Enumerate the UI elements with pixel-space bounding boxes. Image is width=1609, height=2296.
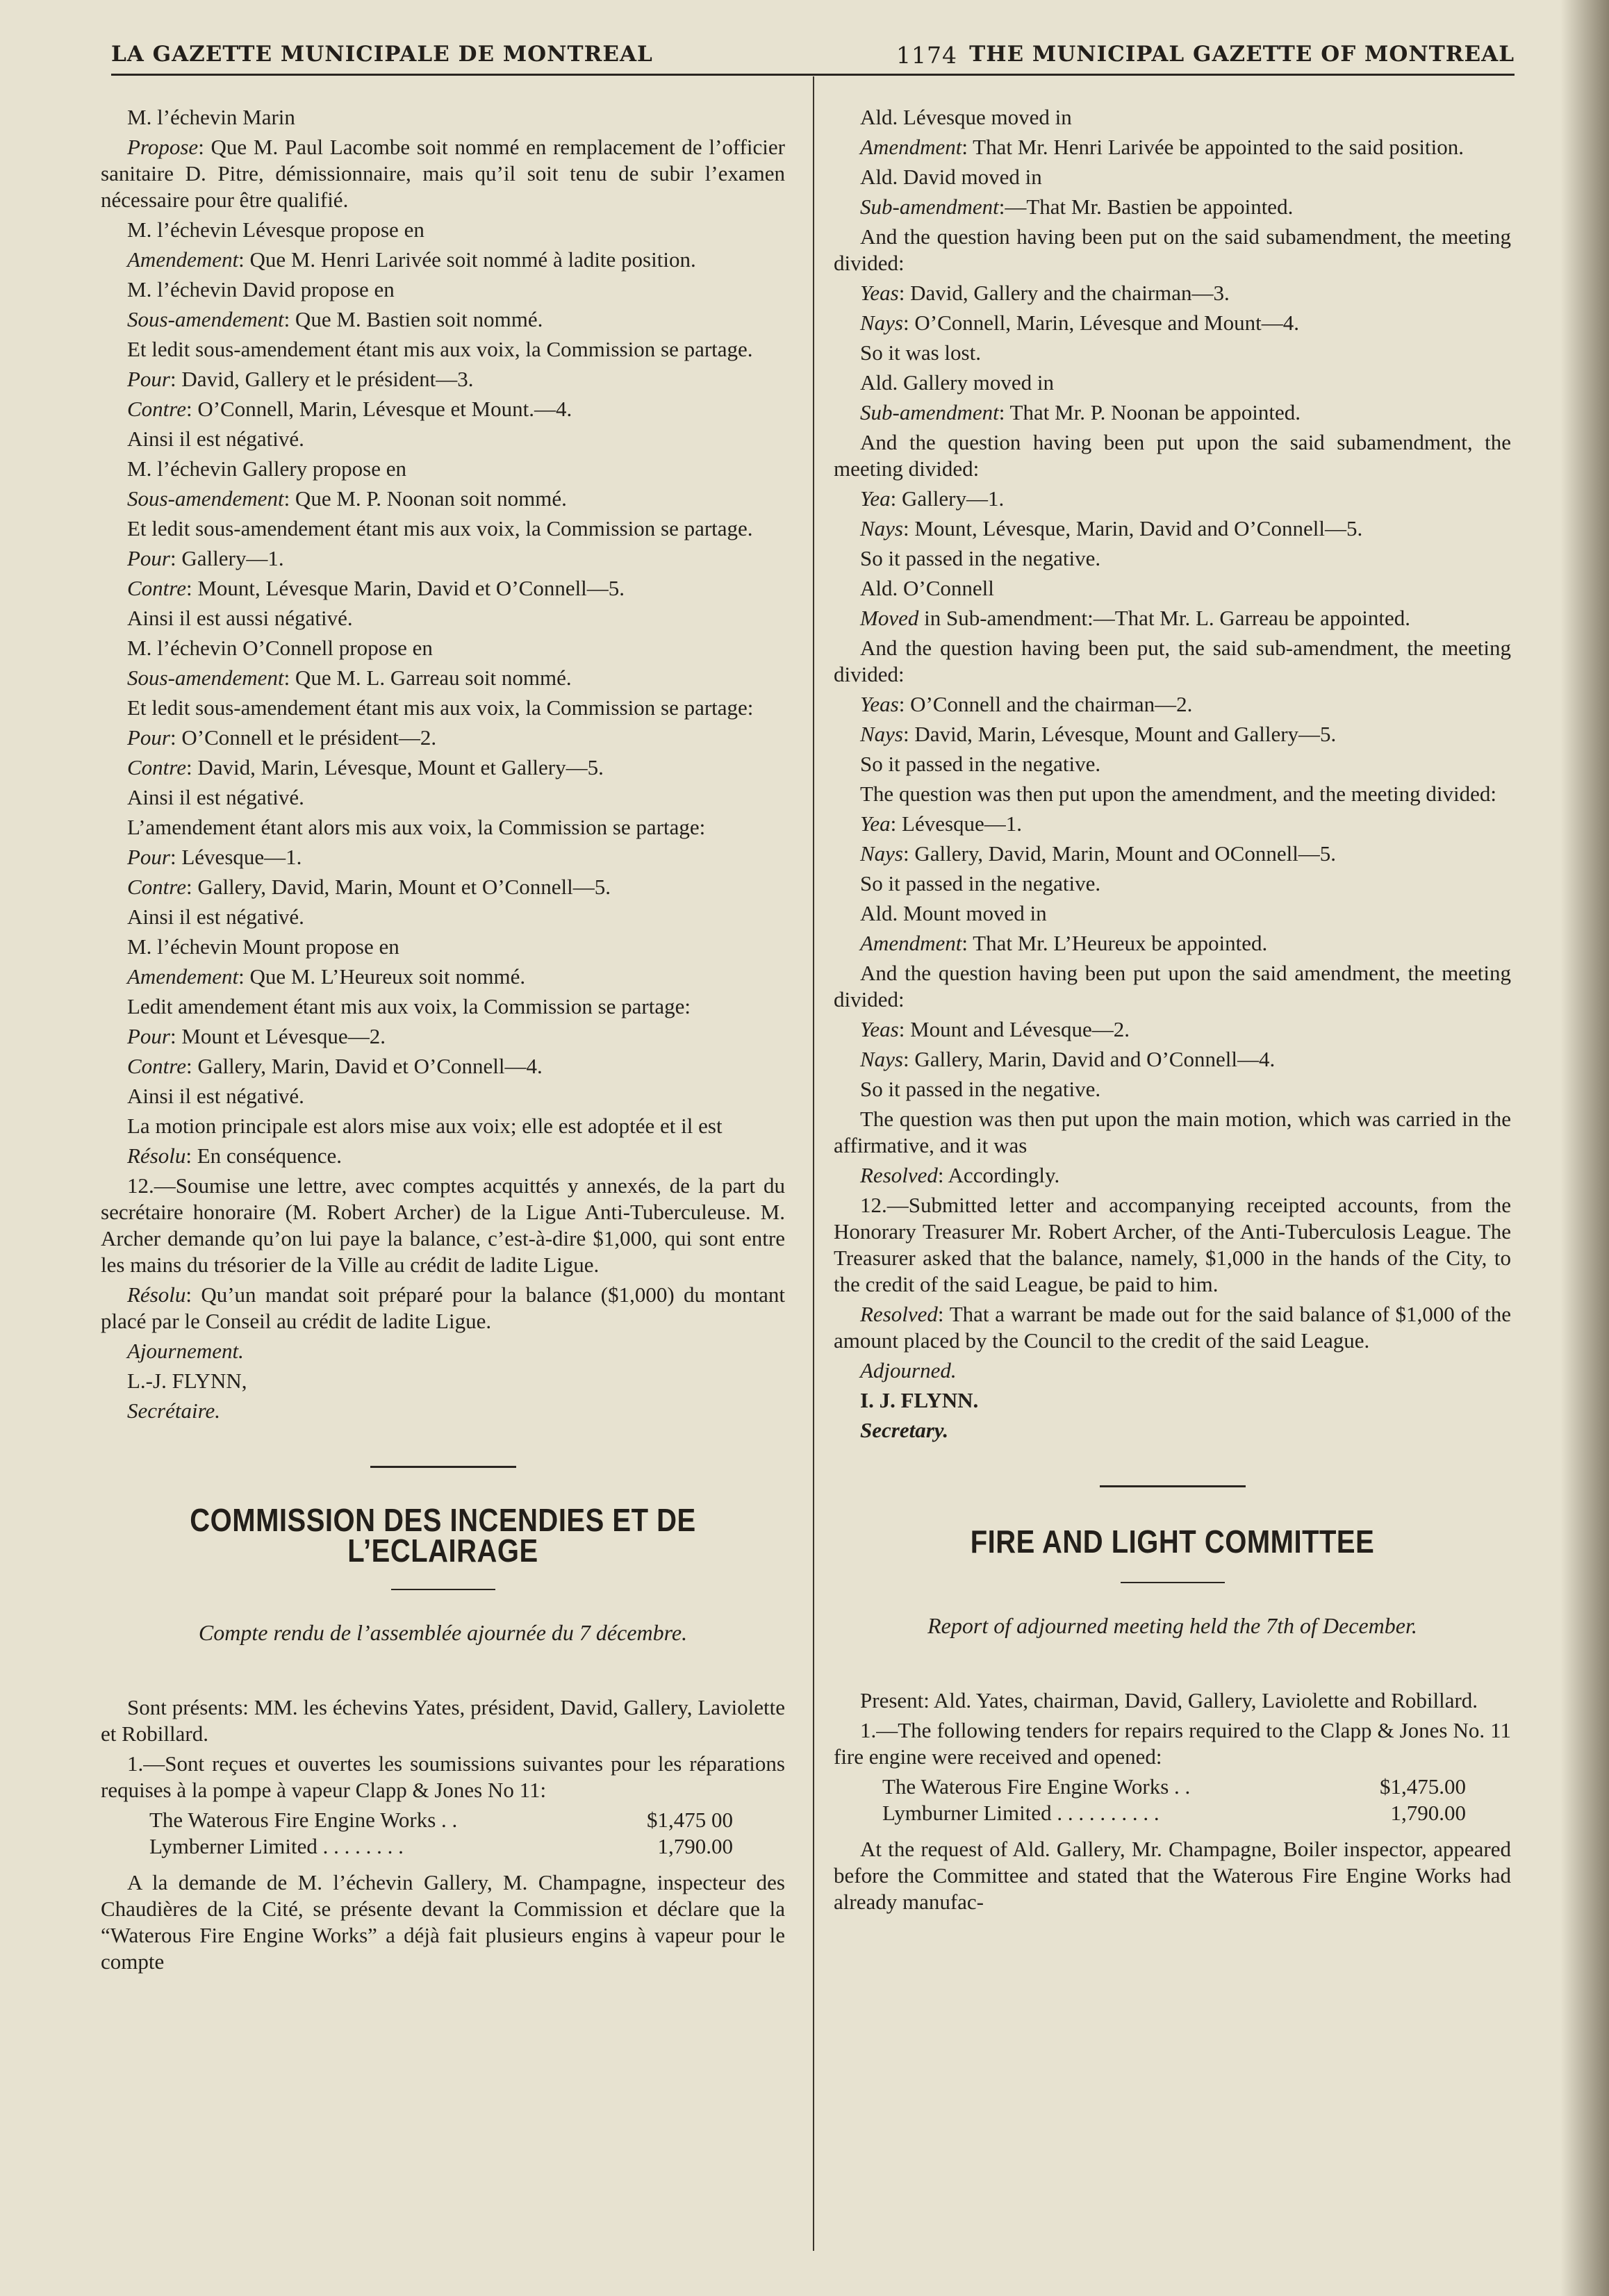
minutes-paragraph	[834, 134, 1511, 160]
minutes-paragraph	[101, 934, 785, 960]
section-title: COMMISSION DES INCENDIES ET DE L’ECLAIRAGE	[190, 1503, 696, 1569]
minutes-paragraph	[101, 725, 785, 751]
minutes-paragraph	[834, 486, 1511, 512]
minutes-paragraph	[101, 993, 785, 1020]
page-header	[111, 35, 1515, 76]
paragraph-text: : Que M. P. Noonan soit nommé.	[283, 486, 567, 511]
minutes-paragraph	[834, 340, 1511, 366]
minutes-paragraph	[834, 960, 1511, 1013]
paragraph-text: : O’Connell and the chairman—2.	[898, 692, 1193, 716]
english-column	[834, 104, 1511, 1919]
paragraph-text: : David, Gallery et le président—3.	[170, 367, 474, 391]
minutes-paragraph	[101, 1173, 785, 1278]
paragraph-text: La motion principale est alors mise aux voix; elle est adoptée et il est	[127, 1114, 723, 1138]
minutes-paragraph	[101, 1113, 785, 1139]
french-minutes	[101, 104, 785, 1424]
paragraph-text: So it passed in the negative.	[860, 871, 1101, 895]
minutes-paragraph	[834, 605, 1511, 631]
minutes-paragraph	[101, 247, 785, 273]
paragraph-text: : Gallery, David, Marin, Mount and OConnell—5.	[903, 841, 1337, 866]
secretary-title: Secretary.	[860, 1418, 949, 1442]
paragraph-text: : Gallery, David, Marin, Mount et O’Connell—5.	[185, 875, 611, 899]
secretary-name: I. J. FLYNN.	[860, 1388, 979, 1412]
paragraph-text: And the question having been put upon the said amendment, the meeting divided:	[834, 961, 1511, 1011]
paragraph-text: Ald. David moved in	[860, 165, 1042, 189]
paragraph-text: And the question having been put, the said sub-amendment, the meeting divided:	[834, 636, 1511, 686]
tender-row	[834, 1774, 1511, 1800]
minutes-paragraph	[101, 784, 785, 811]
paragraph-text: : Gallery, Marin, David et O’Connell—4.	[185, 1054, 543, 1078]
minutes-paragraph	[101, 336, 785, 363]
paragraph-text: 12.—Submitted letter and accompanying receipted accounts, from the Honorary Treasurer Mr. Robert Archer, of the Anti-Tuberculosis League. The Treasurer asked that the balance, namely, $1,000 in the hands of the City, to the credit of the said League, be paid to him.	[834, 1193, 1511, 1296]
section-separator	[1100, 1485, 1246, 1487]
paragraph-lead: Pour	[127, 546, 170, 570]
minutes-paragraph	[834, 721, 1511, 748]
report-line: Compte rendu de l’assemblée ajournée du 7 décembre.	[198, 1620, 688, 1645]
paragraph-lead: Moved	[860, 606, 919, 630]
paragraph-text: Et ledit sous-amendement étant mis aux voix, la Commission se partage.	[127, 337, 753, 361]
closing-paragraph: A la demande de M. l’échevin Gallery, M. Champagne, inspecteur des Chaudières de la Cité, se présente devant la Commission et déclare que la “Waterous Fire Engine Works” a déjà fait plusieurs engins à vapeur pour le compte	[101, 1870, 785, 1974]
paragraph-text: : David, Marin, Lévesque, Mount et Gallery—5.	[185, 755, 604, 779]
paragraph-text: : Mount et Lévesque—2.	[170, 1024, 386, 1048]
paragraph-text: : Gallery, Marin, David and O’Connell—4.	[903, 1047, 1276, 1071]
page-edge-shadow	[1560, 0, 1609, 2296]
paragraph-lead: Yeas	[860, 1017, 899, 1041]
title-rule	[1121, 1582, 1225, 1583]
minutes-paragraph	[834, 870, 1511, 897]
paragraph-text: : Qu’un mandat soit préparé pour la balance ($1,000) du montant placé par le Conseil au crédit de ladite Ligue.	[101, 1282, 785, 1333]
minutes-paragraph	[101, 1053, 785, 1080]
paragraph-lead: Pour	[127, 725, 170, 750]
paragraph-lead: Pour	[127, 367, 170, 391]
paragraph-text: : David, Gallery and the chairman—3.	[898, 281, 1230, 305]
paragraph-text: And the question having been put on the said subamendment, the meeting divided:	[834, 224, 1511, 275]
attendance: Sont présents: MM. les échevins Yates, président, David, Gallery, Laviolette et Robillard.	[101, 1695, 785, 1746]
minutes-paragraph	[834, 1162, 1511, 1189]
section-title: FIRE AND LIGHT COMMITTEE	[970, 1524, 1375, 1560]
paragraph-lead: Amendement	[127, 247, 239, 272]
tender-name: The Waterous Fire Engine Works . .	[882, 1774, 1191, 1799]
paragraph-text: : Lévesque—1.	[170, 845, 302, 869]
paragraph-text: M. l’échevin Marin	[127, 105, 295, 129]
paragraph-text: So it passed in the negative.	[860, 546, 1101, 570]
minutes-paragraph	[834, 900, 1511, 927]
minutes-paragraph	[101, 575, 785, 602]
paragraph-text: : O’Connell et le président—2.	[170, 725, 437, 750]
paragraph-lead: Sous-amendement	[127, 486, 284, 511]
minutes-paragraph	[101, 1023, 785, 1050]
minutes-paragraph	[834, 751, 1511, 777]
paragraph-text: : Que M. Paul Lacombe soit nommé en remplacement de l’officier sanitaire D. Pitre, démissionnaire, mais qu’il soit tenu de subir l’examen nécessaire pour être qualifié.	[101, 135, 785, 212]
paragraph-lead: Amendement	[127, 964, 239, 989]
paragraph-lead: Pour	[127, 845, 170, 869]
paragraph-text: Ald. O’Connell	[860, 576, 994, 600]
minutes-paragraph	[834, 370, 1511, 396]
tender-name: The Waterous Fire Engine Works . .	[149, 1808, 458, 1832]
paragraph-text: : Gallery—1.	[890, 486, 1005, 511]
paragraph-text: 12.—Soumise une lettre, avec comptes acquittés y annexés, de la part du secrétaire honoraire (M. Robert Archer) de la Ligue Anti-Tuberculeuse. M. Archer demande qu’on lui paye la balance, c’est-à-dire $1,000, qui sont entre les mains du trésorier de la Ville au crédit de ladite Ligue.	[101, 1173, 785, 1277]
paragraph-text: So it passed in the negative.	[860, 1077, 1101, 1101]
minutes-paragraph	[834, 1016, 1511, 1043]
paragraph-text: Et ledit sous-amendement étant mis aux voix, la Commission se partage.	[127, 516, 753, 540]
paragraph-text: : That a warrant be made out for the said balance of $1,000 of the amount placed by the Council to the credit of the said League.	[834, 1302, 1511, 1353]
paragraph-text: Ald. Mount moved in	[860, 901, 1047, 925]
minutes-paragraph	[101, 844, 785, 870]
minutes-paragraph	[101, 515, 785, 542]
paragraph-lead: Contre	[127, 576, 186, 600]
paragraph-text: : That Mr. L’Heureux be appointed.	[962, 931, 1268, 955]
secretary-name: L.-J. FLYNN,	[127, 1369, 247, 1393]
paragraph-text: : Mount, Lévesque, Marin, David and O’Connell—5.	[903, 516, 1363, 540]
header-left-title: LA GAZETTE MUNICIPALE DE MONTREAL	[111, 42, 653, 67]
minutes-paragraph	[834, 691, 1511, 718]
minutes-paragraph	[834, 781, 1511, 807]
paragraph-text: Ledit amendement étant mis aux voix, la Commission se partage:	[127, 994, 691, 1018]
minutes-paragraph	[101, 1083, 785, 1109]
paragraph-lead: Pour	[127, 1024, 170, 1048]
paragraph-lead: Sub-amendment	[860, 195, 999, 219]
paragraph-text: Ald. Lévesque moved in	[860, 105, 1072, 129]
minutes-paragraph	[834, 811, 1511, 837]
minutes-paragraph	[101, 964, 785, 990]
paragraph-lead: Nays	[860, 722, 903, 746]
minutes-paragraph	[834, 164, 1511, 190]
english-minutes	[834, 104, 1511, 1444]
report-line: Report of adjourned meeting held the 7th of December.	[927, 1613, 1417, 1638]
paragraph-text: : Gallery—1.	[170, 546, 284, 570]
minutes-paragraph	[834, 635, 1511, 688]
minutes-paragraph	[101, 306, 785, 333]
column-divider	[813, 76, 814, 2251]
minutes-paragraph	[834, 1301, 1511, 1354]
minutes-paragraph	[834, 545, 1511, 572]
minutes-paragraph	[101, 276, 785, 303]
header-right-title: THE MUNICIPAL GAZETTE OF MONTREAL	[969, 42, 1515, 67]
paragraph-lead: Resolved	[860, 1302, 938, 1326]
paragraph-text: Ald. Gallery moved in	[860, 370, 1054, 395]
title-rule	[391, 1589, 495, 1590]
paragraph-text: So it passed in the negative.	[860, 752, 1101, 776]
paragraph-text: M. l’échevin Lévesque propose en	[127, 217, 424, 242]
paragraph-lead: Yea	[860, 486, 891, 511]
minutes-paragraph	[834, 841, 1511, 867]
paragraph-text: M. l’échevin Gallery propose en	[127, 456, 407, 481]
minutes-paragraph	[101, 695, 785, 721]
tender-amount: $1,475.00	[1380, 1774, 1466, 1799]
minutes-paragraph	[101, 486, 785, 512]
closing-paragraph: At the request of Ald. Gallery, Mr. Champagne, Boiler inspector, appeared before the Committee and stated that the Waterous Fire Engine Works had already manufac-	[834, 1837, 1511, 1914]
minutes-paragraph	[101, 814, 785, 841]
paragraph-text: : Accordingly.	[937, 1163, 1060, 1187]
paragraph-lead: Sub-amendment	[860, 400, 999, 424]
paragraph-text: Et ledit sous-amendement étant mis aux voix, la Commission se partage:	[127, 695, 754, 720]
minutes-paragraph	[834, 429, 1511, 482]
paragraph-lead: Nays	[860, 516, 903, 540]
minutes-paragraph	[834, 515, 1511, 542]
paragraph-text: The question was then put upon the amendment, and the meeting divided:	[860, 782, 1497, 806]
minutes-paragraph	[101, 396, 785, 422]
paragraph-lead: Nays	[860, 1047, 903, 1071]
minutes-paragraph	[101, 545, 785, 572]
paragraph-lead: Nays	[860, 841, 903, 866]
paragraph-lead: Yeas	[860, 281, 899, 305]
paragraph-lead: Contre	[127, 875, 186, 899]
paragraph-lead: Sous-amendement	[127, 307, 284, 331]
paragraph-text: M. l’échevin Mount propose en	[127, 934, 399, 959]
french-column	[101, 104, 785, 1979]
paragraph-text: : Que M. L’Heureux soit nommé.	[238, 964, 526, 989]
tender-amount: 1,790.00	[657, 1834, 733, 1858]
paragraph-text: : O’Connell, Marin, Lévesque and Mount—4.	[903, 311, 1299, 335]
paragraph-lead: Amendment	[860, 931, 962, 955]
minutes-paragraph	[101, 366, 785, 393]
paragraph-lead: Resolved	[860, 1163, 938, 1187]
paragraph-text: : Mount and Lévesque—2.	[898, 1017, 1130, 1041]
paragraph-text: Ainsi il est négativé.	[127, 1084, 304, 1108]
paragraph-lead: Yeas	[860, 692, 899, 716]
secretary-title: Secrétaire.	[127, 1398, 220, 1423]
paragraph-text: M. l’échevin O’Connell propose en	[127, 636, 433, 660]
paragraph-text: : O’Connell, Marin, Lévesque et Mount.—4.	[185, 397, 572, 421]
paragraph-lead: Propose	[127, 135, 199, 159]
paragraph-text: Ainsi il est aussi négativé.	[127, 606, 353, 630]
header-rule	[111, 74, 1515, 76]
minutes-paragraph	[834, 224, 1511, 276]
minutes-paragraph	[101, 134, 785, 213]
paragraph-lead: Contre	[127, 1054, 186, 1078]
minutes-paragraph	[101, 754, 785, 781]
minutes-paragraph	[834, 1192, 1511, 1298]
tender-row	[101, 1807, 785, 1833]
minutes-paragraph	[834, 194, 1511, 220]
minutes-paragraph	[101, 874, 785, 900]
paragraph-text: : Mount, Lévesque Marin, David et O’Connell—5.	[185, 576, 625, 600]
paragraph-text: :—That Mr. Bastien be appointed.	[998, 195, 1294, 219]
paragraph-text: So it was lost.	[860, 340, 981, 365]
paragraph-text: Ainsi il est négativé.	[127, 427, 304, 451]
paragraph-text: : Que M. L. Garreau soit nommé.	[283, 666, 572, 690]
paragraph-lead: Contre	[127, 755, 186, 779]
tender-row	[834, 1800, 1511, 1826]
minutes-paragraph	[834, 1106, 1511, 1159]
paragraph-lead: Résolu	[127, 1282, 186, 1307]
minutes-paragraph	[101, 1282, 785, 1335]
minutes-paragraph	[834, 280, 1511, 306]
paragraph-text: : Lévesque—1.	[890, 811, 1023, 836]
minutes-paragraph	[101, 104, 785, 131]
paragraph-lead: Amendment	[860, 135, 962, 159]
minutes-paragraph	[101, 1143, 785, 1169]
section-separator	[370, 1466, 516, 1468]
minutes-paragraph	[101, 635, 785, 661]
paragraph-text: Ainsi il est négativé.	[127, 785, 304, 809]
minutes-paragraph	[101, 665, 785, 691]
paragraph-text: L’amendement étant alors mis aux voix, la Commission se partage:	[127, 815, 706, 839]
minutes-paragraph	[101, 904, 785, 930]
paragraph-text: : Que M. Henri Larivée soit nommé à ladite position.	[238, 247, 696, 272]
minutes-paragraph	[101, 605, 785, 631]
paragraph-lead: Yea	[860, 811, 891, 836]
minutes-paragraph	[834, 1076, 1511, 1102]
paragraph-text: And the question having been put upon the said subamendment, the meeting divided:	[834, 430, 1511, 481]
minutes-paragraph	[834, 310, 1511, 336]
minutes-paragraph	[101, 426, 785, 452]
paragraph-text: : That Mr. Henri Larivée be appointed to the said position.	[962, 135, 1464, 159]
tender-name: Lymberner Limited . . . . . . . .	[149, 1834, 404, 1858]
paragraph-text: in Sub-amendment:—That Mr. L. Garreau be appointed.	[918, 606, 1410, 630]
tenders-intro: 1.—The following tenders for repairs required to the Clapp & Jones No. 11 fire engine were received and opened:	[834, 1718, 1511, 1769]
paragraph-text: Ainsi il est négativé.	[127, 905, 304, 929]
minutes-paragraph	[101, 456, 785, 482]
tender-row	[101, 1833, 785, 1860]
paragraph-text: : That Mr. P. Noonan be appointed.	[998, 400, 1301, 424]
minutes-paragraph	[834, 930, 1511, 957]
paragraph-text: : Que M. Bastien soit nommé.	[283, 307, 543, 331]
tenders-intro: 1.—Sont reçues et ouvertes les soumissions suivantes pour les réparations requises à la pompe à vapeur Clapp & Jones No 11:	[101, 1751, 785, 1802]
tender-name: Lymburner Limited . . . . . . . . . .	[882, 1801, 1160, 1825]
minutes-paragraph	[101, 217, 785, 243]
minutes-paragraph	[834, 399, 1511, 426]
tender-amount: $1,475 00	[647, 1808, 733, 1832]
paragraph-lead: Sous-amendement	[127, 666, 284, 690]
minutes-paragraph	[834, 1046, 1511, 1073]
paragraph-text: M. l’échevin David propose en	[127, 277, 395, 302]
paragraph-text: The question was then put upon the main motion, which was carried in the affirmative, and it was	[834, 1107, 1511, 1157]
paragraph-lead: Nays	[860, 311, 903, 335]
paragraph-text: : En conséquence.	[185, 1143, 343, 1168]
attendance: Present: Ald. Yates, chairman, David, Gallery, Laviolette and Robillard.	[860, 1688, 1478, 1712]
adjournment: Ajournement.	[127, 1339, 244, 1363]
paragraph-text: : David, Marin, Lévesque, Mount and Gallery—5.	[903, 722, 1337, 746]
paragraph-lead: Résolu	[127, 1143, 186, 1168]
adjournment: Adjourned.	[860, 1358, 957, 1382]
minutes-paragraph	[834, 575, 1511, 602]
paragraph-lead: Contre	[127, 397, 186, 421]
minutes-paragraph	[834, 104, 1511, 131]
tender-amount: 1,790.00	[1390, 1801, 1466, 1825]
page-number: 1174	[896, 42, 957, 69]
